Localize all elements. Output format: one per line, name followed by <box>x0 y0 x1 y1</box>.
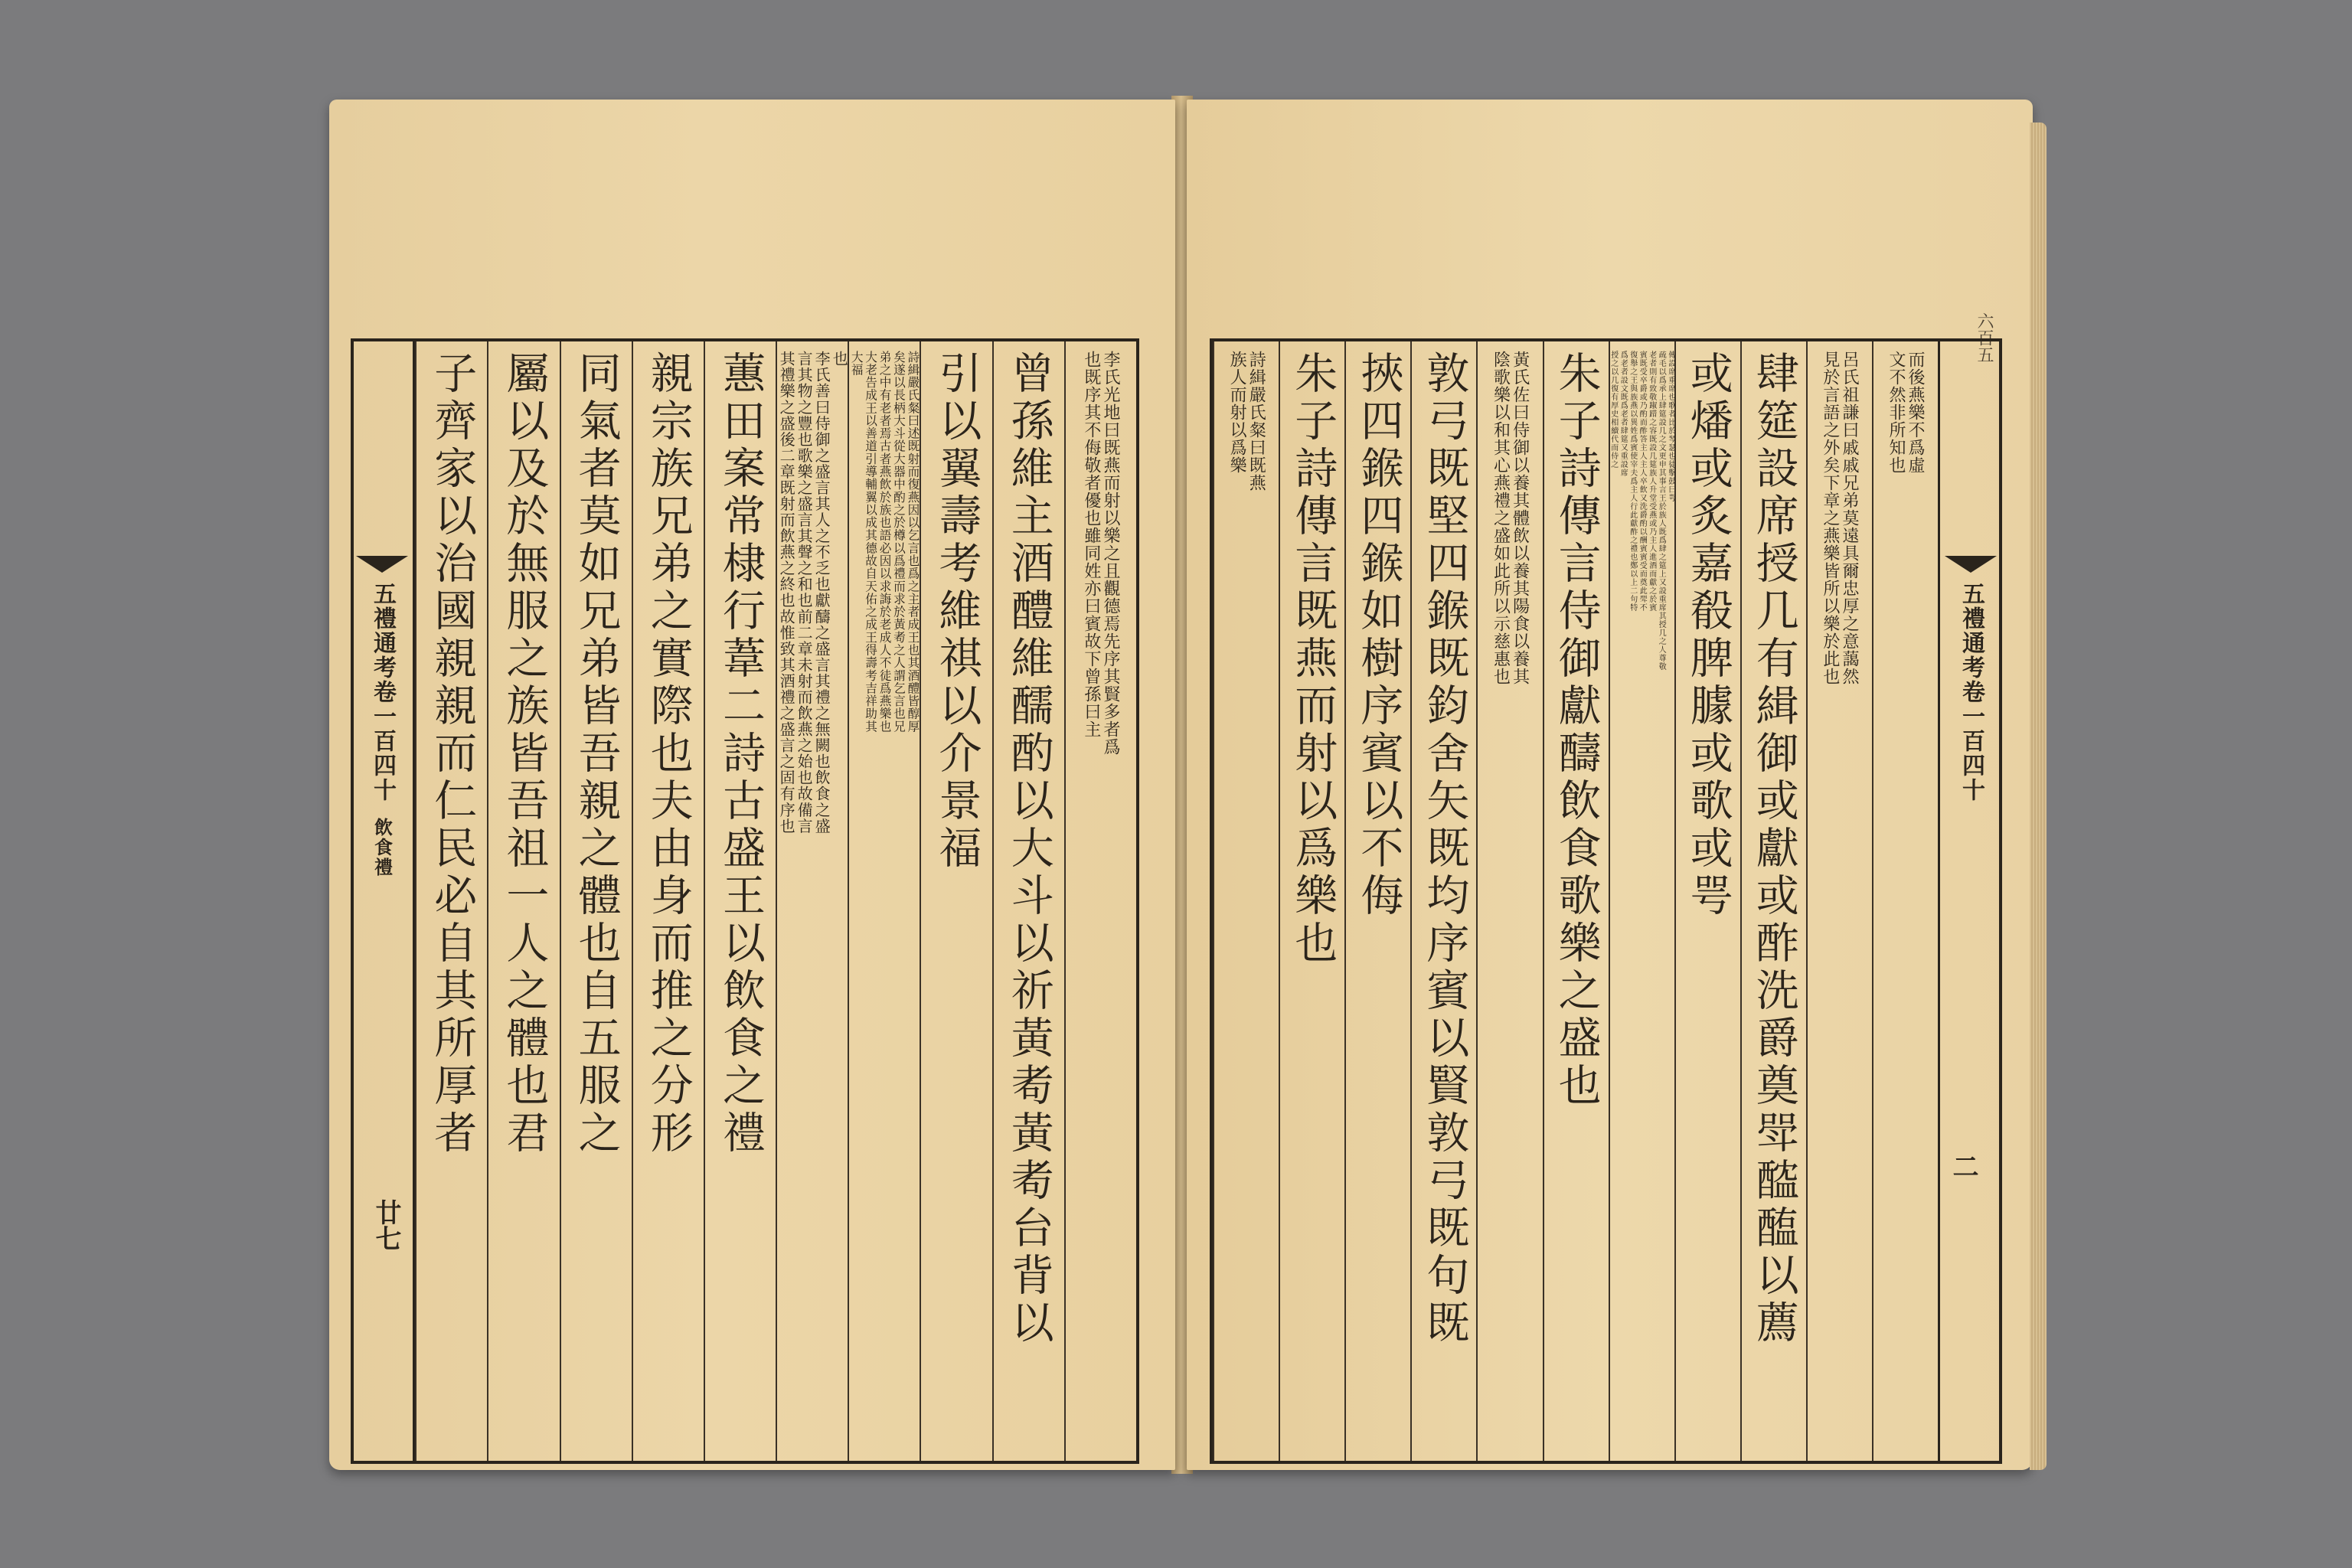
commentary-line: 老者則有致敬踧踖之容既設几筵族人升堂受燕或乃主人進酒而獻之於賓 <box>1647 351 1656 612</box>
text-columns <box>415 341 1136 1461</box>
text-column <box>992 341 1064 1461</box>
commentary-line: 陰歌樂以和其心燕禮之盛如此所以示慈惠也 <box>1491 351 1511 685</box>
text-column <box>487 341 559 1461</box>
commentary-line: 族人而射以爲樂 <box>1227 351 1247 474</box>
commentary-line: 大福 <box>849 351 864 377</box>
commentary-line: 復舉之王與族燕以異姓爲賓使宰夫爲主人行此獻酢之禮也鄭以上二句特 <box>1628 351 1637 612</box>
main-text: 引以翼壽考維祺以介景福 <box>932 351 982 873</box>
commentary-line: 李氏光地曰既燕而射以樂之且觀德焉先序其賢多者爲 <box>1101 351 1120 756</box>
commentary-line: 其禮樂之盛後二章既射而飲燕之終也故惟致其酒禮之盛言之固有序也 <box>777 351 796 835</box>
main-text: 敦弓既堅四鍭既鈞舍矢既均序賓以賢敦弓既句既 <box>1419 351 1470 1348</box>
right-page-frame <box>1210 338 2002 1464</box>
main-text: 朱子詩傳言既燕而射以爲樂也 <box>1288 351 1338 968</box>
open-book <box>322 88 2037 1489</box>
banxin-title: 五禮通考卷一百四十 <box>1958 582 1984 802</box>
text-column <box>704 341 776 1461</box>
commentary-line: 爲老者設文既爲老者肆筵又重設席 <box>1619 351 1628 477</box>
folio-number: 廿七 <box>371 1199 401 1251</box>
banxin-section: 飲食禮 <box>371 818 394 877</box>
text-column <box>1872 341 1938 1461</box>
commentary-line: 也既序其不侮敬者優也雖同姓亦曰賓故下曾孫曰主 <box>1081 351 1101 738</box>
commentary-line: 見於言語之外矣下章之燕樂皆所以樂於此也 <box>1820 351 1840 685</box>
main-text: 挾四鍭四鍭如樹序賓以不侮 <box>1354 351 1404 920</box>
commentary-line: 也 <box>830 351 849 368</box>
text-column <box>1740 341 1806 1461</box>
main-text: 子齊家以治國親親而仁民必自其所厚者 <box>427 351 478 1158</box>
folio-number: 二 <box>1948 1153 1978 1179</box>
text-column <box>1674 341 1740 1461</box>
text-column <box>1609 341 1674 1461</box>
fish-tail-mark-icon <box>1945 556 1997 573</box>
commentary-line: 文不然非所知也 <box>1886 351 1906 474</box>
commentary-line: 而後燕樂不爲虛 <box>1906 351 1926 474</box>
commentary-line: 李氏善曰侍御之盛言其人之不乏也獻醻之盛言其禮之無闕也飲食之盛 <box>812 351 831 835</box>
main-text: 親宗族兄弟之實際也夫由身而推之分形 <box>643 351 694 1158</box>
text-column <box>632 341 704 1461</box>
main-text: 屬以及於無服之族皆吾祖一人之體也君 <box>499 351 550 1158</box>
left-page-banxin <box>351 341 415 1461</box>
commentary-line: 詩緝嚴氏粲曰述既射而復燕因以乞言也爲之主者成王也其酒醴皆醇厚 <box>906 351 921 733</box>
text-column <box>1344 341 1410 1461</box>
commentary-line: 矣遂以長柄大斗從大器中酌之於樽以爲禮而求於黃耇之人謂乞言也兄 <box>891 351 906 733</box>
text-column <box>848 341 920 1461</box>
commentary-line: 呂氏祖謙曰戚戚兄弟莫遠具爾忠厚之意藹然 <box>1839 351 1859 685</box>
commentary-line: 大老告成王以善道引導輔翼以成其德故自天佑之成王得壽考吉祥助其 <box>864 351 879 733</box>
commentary-line: 疏毛以爲承上肆筵設几之文更申其事言王於族人既爲肆之筵上又設重席其授几之人尊敬 <box>1657 351 1666 671</box>
text-column <box>1543 341 1609 1461</box>
commentary-line: 賓既受卒爵或乃酌而酢答主人主人卒飲又洗爵酌以酬賓賓受而奠此斝不 <box>1638 351 1647 612</box>
text-column <box>560 341 632 1461</box>
page-edges <box>2030 122 2047 1470</box>
main-text: 朱子詩傳言侍御獻醻飲食歌樂之盛也 <box>1551 351 1602 1110</box>
commentary-line: 言其物之豐也歌樂之盛言其聲之和也前二章未射而飲燕之始也故備言 <box>795 351 814 835</box>
main-text: 或燔或炙嘉殽脾臄或歌或咢 <box>1683 351 1733 920</box>
fish-tail-mark-icon <box>356 556 408 573</box>
text-column <box>1806 341 1872 1461</box>
main-text: 曾孫維主酒醴維醹酌以大斗以祈黃耇黃耇台背以 <box>1004 351 1054 1348</box>
text-column <box>1279 341 1344 1461</box>
text-column <box>1213 341 1279 1461</box>
banxin-title: 五禮通考卷一百四十 <box>369 582 396 802</box>
commentary-line: 弟之中有老者焉古者燕飲於族也語必因以求誨於老成人不徒爲燕樂也 <box>877 351 893 733</box>
commentary-line: 傳設席重席也歌者比於琴瑟也徒擊鼓曰咢 <box>1666 351 1675 502</box>
text-columns <box>1213 341 1938 1461</box>
commentary-line: 授之以几復有厚史相續代而侍之 <box>1609 351 1618 469</box>
text-column <box>415 341 487 1461</box>
main-text: 同氣者莫如兄弟皆吾親之體也自五服之 <box>571 351 622 1158</box>
text-column <box>1064 341 1136 1461</box>
main-text: 肆筵設席授几有緝御或獻或酢洗爵奠斝醓醢以薦 <box>1749 351 1799 1348</box>
right-page <box>1187 100 2033 1470</box>
header-note: 六百五 <box>1975 312 1994 363</box>
left-page-frame <box>351 338 1139 1464</box>
text-column <box>920 341 991 1461</box>
main-text: 蕙田案常棣行葦二詩古盛王以飲食之禮 <box>715 351 766 1158</box>
commentary-line: 黃氏佐曰侍御以養其體飲以養其陽食以養其 <box>1510 351 1530 685</box>
text-column <box>1476 341 1542 1461</box>
left-page <box>329 100 1175 1470</box>
text-column <box>776 341 848 1461</box>
text-column <box>1410 341 1476 1461</box>
commentary-line: 詩緝嚴氏粲曰既燕 <box>1246 351 1266 492</box>
right-page-banxin <box>1938 341 2001 1461</box>
